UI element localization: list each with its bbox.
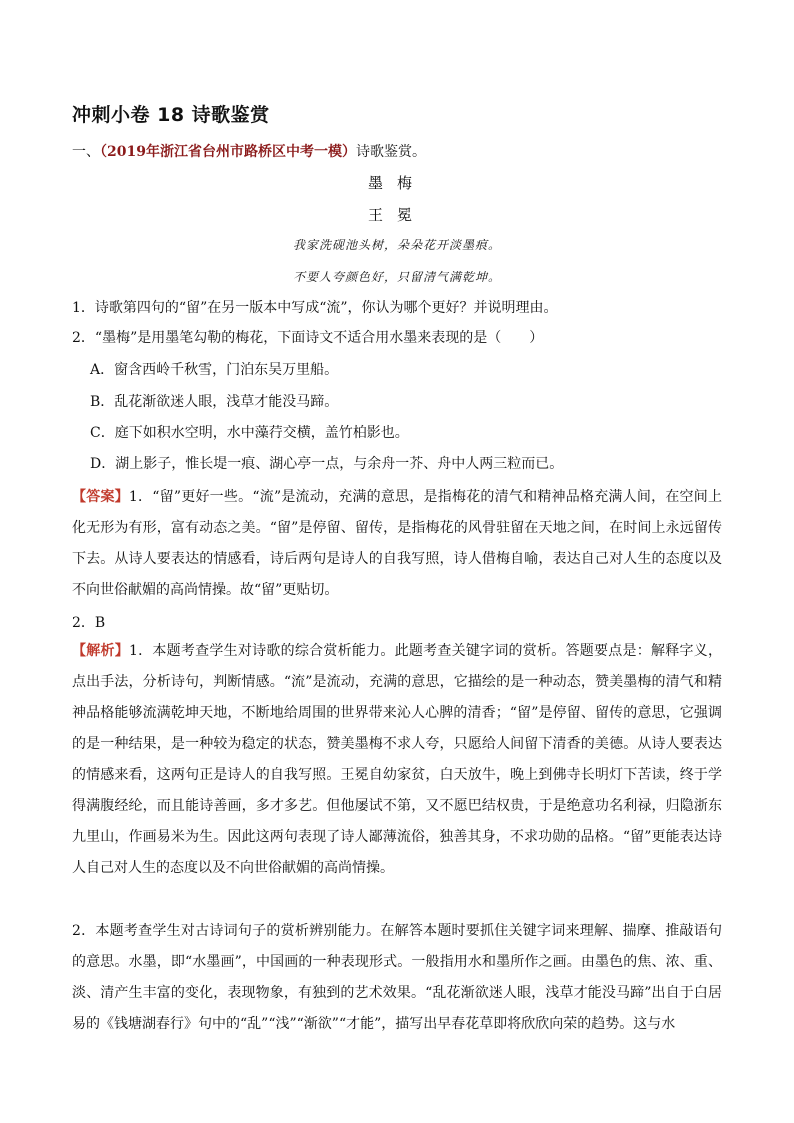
answer-tag: 【答案】: [72, 489, 129, 505]
answer-text: 1．“留”更好一些。“流”是流动，充满的意思，是指梅花的清气和精神品格充满人间，在空间上化无形为有形，富有动态之美。“留”是停留、留传，是指梅花的风骨驻留在天地之间，在时间上永远留传下去。从诗人要表达的情感看，诗后两句是诗人的自我写照，诗人借梅自喻，表达自己对人生的态度以及不向世俗献媚的高尚情操。故“留”更贴切。: [72, 489, 722, 598]
answer-2: 2．B: [72, 615, 106, 631]
poem-verse-2: 不要人夸颜色好，只留清气满乾坤。: [292, 270, 501, 284]
analysis-tag: 【解析】: [72, 643, 129, 659]
analysis-text-1: 1．本题考查学生对诗歌的综合赏析能力。此题考查关键字词的赏析。答题要点是：解释字义，点出手法，分析诗句，判断情感。“流”是流动，充满的意思，它描绘的是一种动态，赞美墨梅的清气和精神品格能够流满乾坤天地，不断地给周围的世界带来沁人心脾的清香；“留”是停留、留传的意思，它强调的是一种结果，是一种较为稳定的状态，赞美墨梅不求人夸，只愿给人间留下清香的美德。从诗人要表达的情感来看，这两句正是诗人的自我写照。王冕自幼家贫，白天放牛，晚上到佛寺长明灯下苦读，终于学得满腹经纶，而且能诗善画，多才多艺。但他屡试不第，又不愿巴结权贵，于是绝意功名利禄，归隐浙东九里山，作画易米为生。因此这两句表现了诗人鄙薄流俗，独善其身，不求功勋的品格。“留”更能表达诗人自己对人生的态度以及不向世俗献媚的高尚情操。: [72, 643, 723, 876]
question-header: [72, 142, 722, 162]
page-title: 冲刺小卷 18 诗歌鉴赏: [72, 104, 270, 126]
poem-verse-1: 我家洗砚池头树，朵朵花开淡墨痕。: [292, 238, 501, 252]
poem-title: 墨梅: [367, 174, 426, 192]
option-d: D．湖上影子，惟长堤一痕、湖心亭一点，与余舟一芥、舟中人两三粒而已。: [90, 456, 564, 472]
answer-paragraph: [72, 482, 722, 606]
question-number: 一、: [72, 144, 100, 160]
analysis-paragraph-1: [72, 636, 722, 884]
question-1: 1．诗歌第四句的“留”在另一版本中写成“流”，你认为哪个更好？并说明理由。: [72, 300, 558, 316]
analysis-paragraph-2: 2．本题考查学生对古诗词句子的赏析辨别能力。在解答本题时要抓住关键字词来理解、揣摩、推敲语句的意思。水墨，即“水墨画”，中国画的一种表现形式。一般指用水和墨所作之画。由墨色的焦、浓、重、淡、清产生丰富的变化，表现物象，有独到的艺术效果。“乱花渐欲迷人眼，浅草才能没马蹄”出自于白居易的《钱塘湖春行》句中的“乱”“浅”“渐欲”“才能”，描写出早春花草即将欣欣向荣的趋势。这与水: [72, 923, 722, 1032]
question-2: 2．“墨梅”是用墨笔勾勒的梅花，下面诗文不适合用水墨来表现的是（ ）: [72, 330, 544, 346]
question-prompt: 诗歌鉴赏。: [355, 144, 426, 160]
poem-author: 王冕: [367, 206, 426, 224]
option-a: A．窗含西岭千秋雪，门泊东吴万里船。: [90, 362, 339, 378]
option-b: B．乱花渐欲迷人眼，浅草才能没马蹄。: [90, 394, 339, 410]
option-c: C．庭下如积水空明，水中藻荇交横，盖竹柏影也。: [90, 425, 409, 441]
question-source: （2019年浙江省台州市路桥区中考一模）: [100, 144, 356, 160]
